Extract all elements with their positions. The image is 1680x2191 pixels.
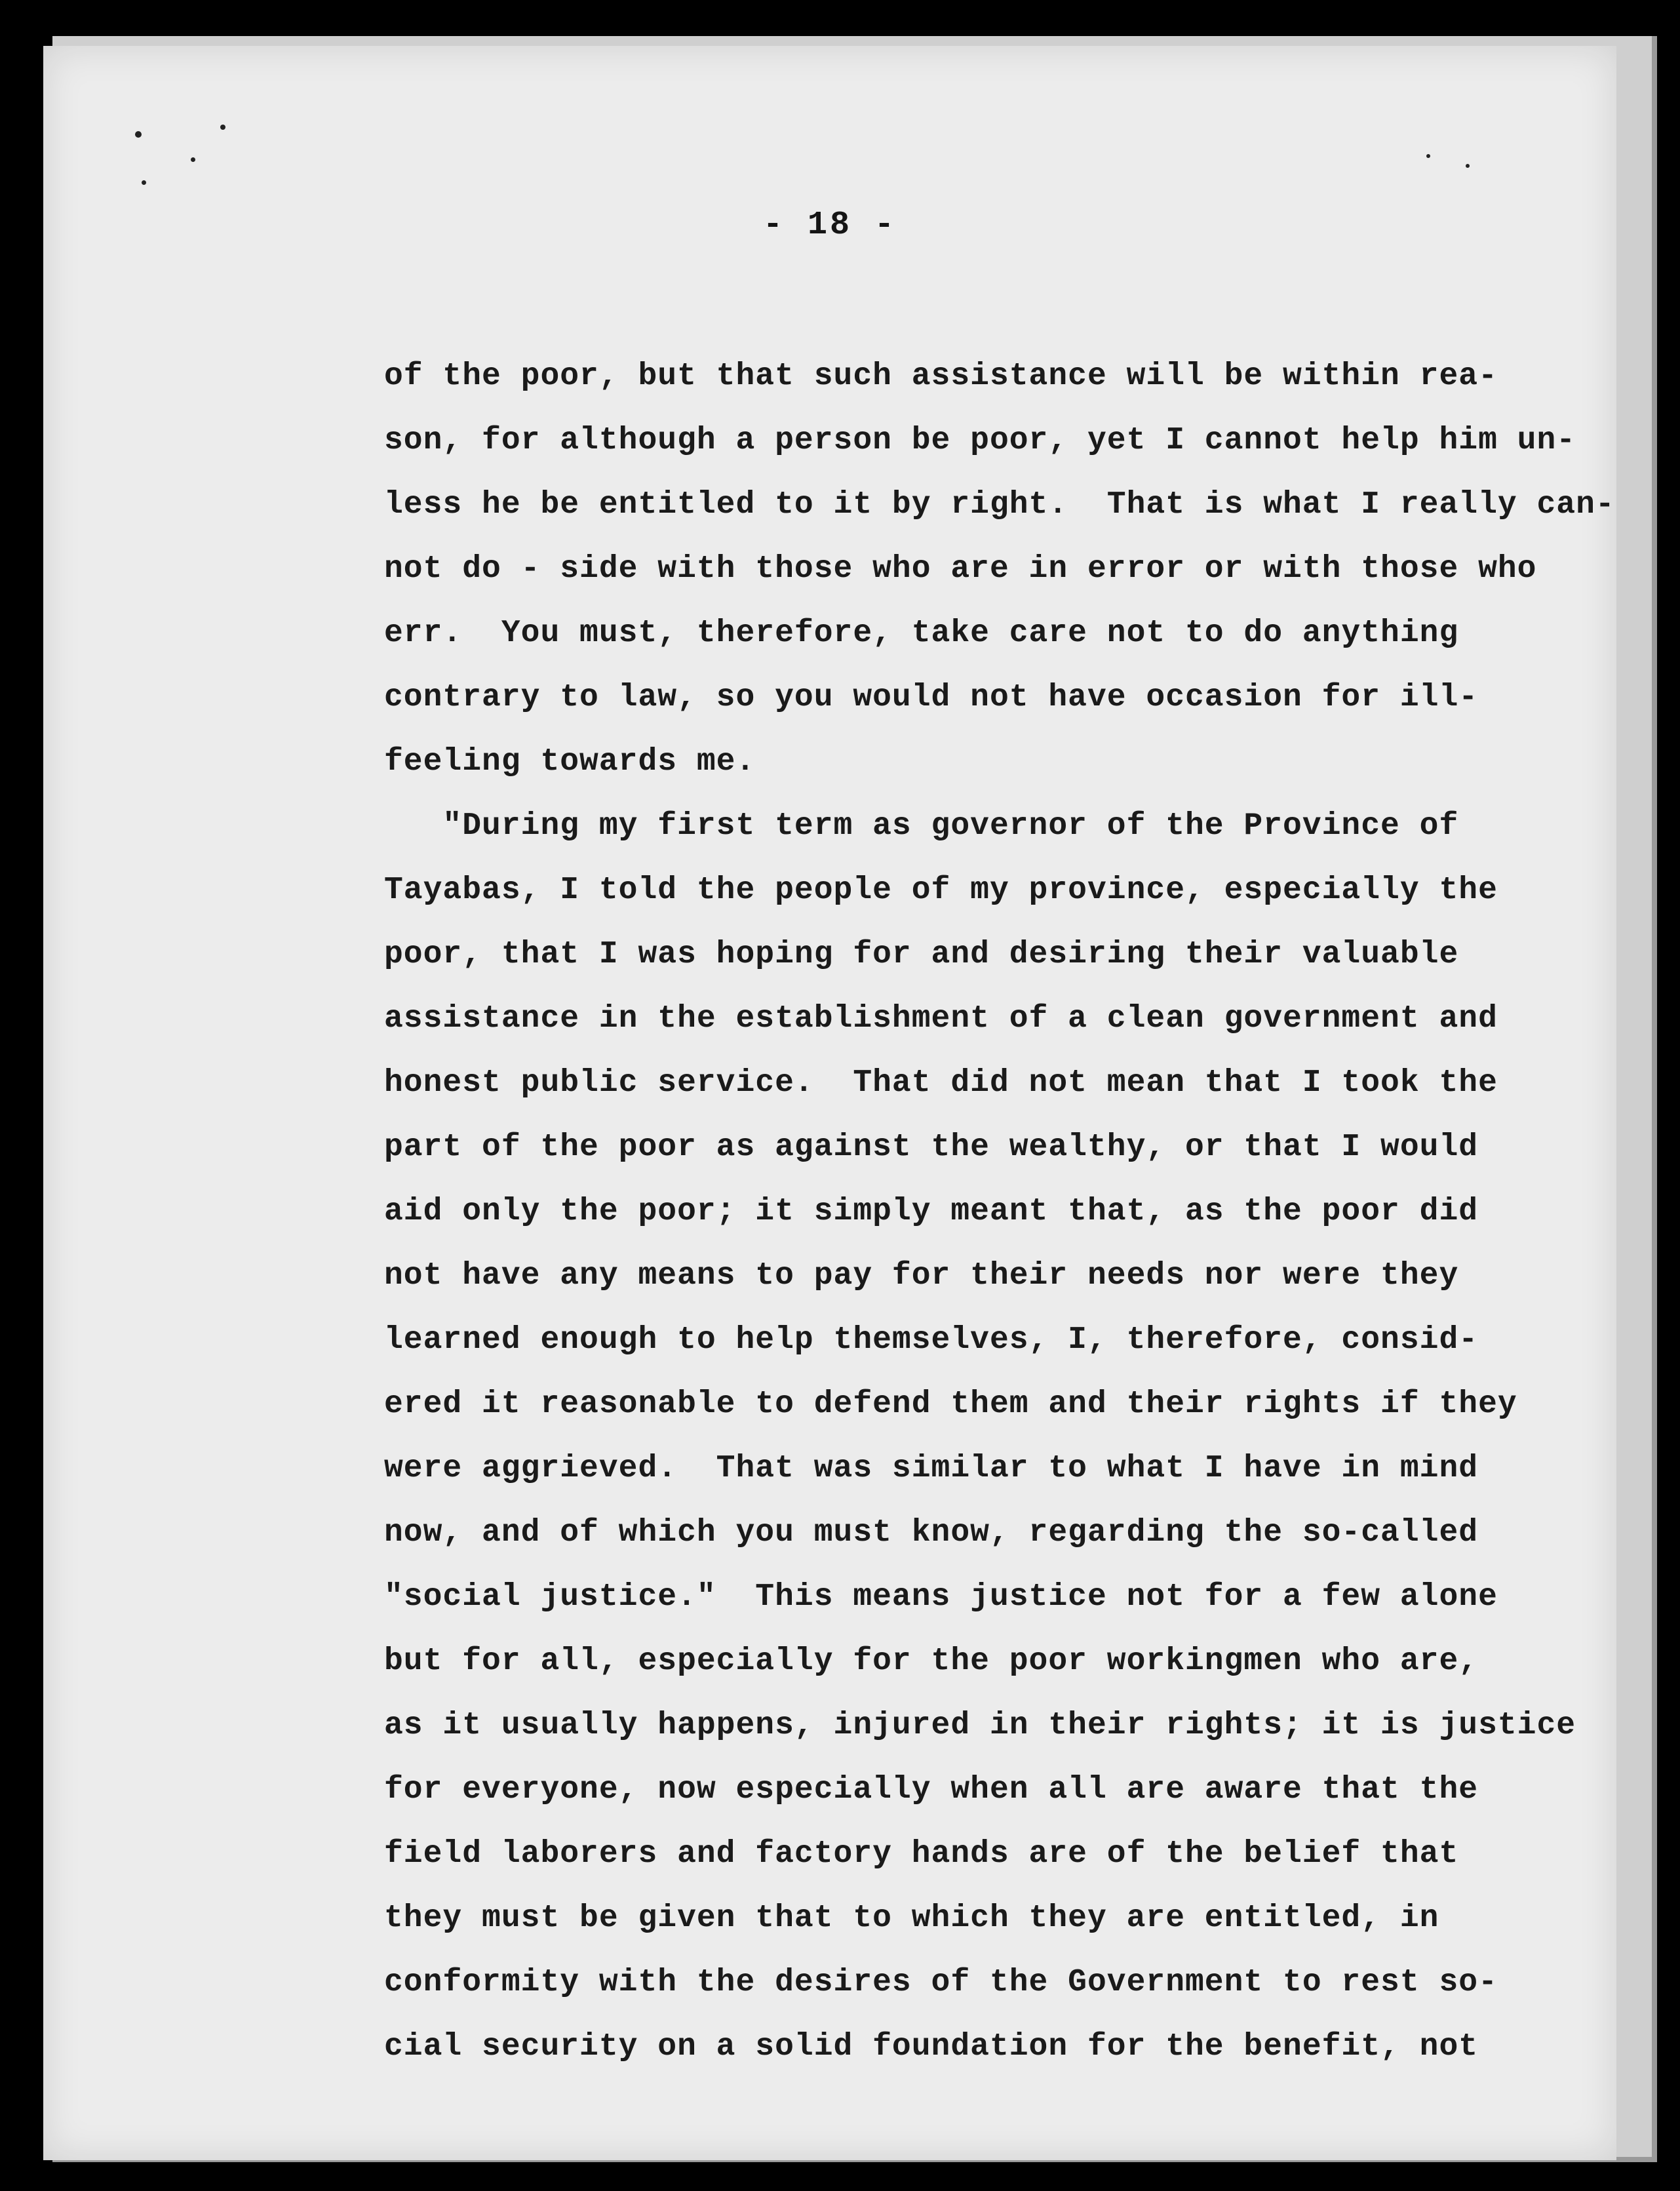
scan-speck [1426, 154, 1430, 158]
body-text [384, 344, 1662, 2079]
text-line: part of the poor as against the wealthy, or that I would [384, 1130, 1479, 1165]
text-line: conformity with the desires of the Government to rest so- [384, 1965, 1498, 2000]
text-line: now, and of which you must know, regarding the so-called [384, 1515, 1479, 1550]
text-line: honest public service. That did not mean that I took the [384, 1065, 1498, 1101]
scan-speck [220, 125, 225, 130]
text-line: poor, that I was hoping for and desiring their valuable [384, 937, 1459, 972]
text-line: not do - side with those who are in error or with those who [384, 551, 1537, 587]
text-line: feeling towards me. [384, 744, 756, 780]
text-line: of the poor, but that such assistance will be within rea- [384, 359, 1498, 394]
text-line: contrary to law, so you would not have occasion for ill- [384, 680, 1479, 715]
text-line: field laborers and factory hands are of the belief that [384, 1836, 1459, 1872]
text-line: err. You must, therefore, take care not to do anything [384, 616, 1459, 651]
text-line: learned enough to help themselves, I, therefore, consid- [384, 1322, 1479, 1358]
text-line: "social justice." This means justice not for a few alone [384, 1579, 1498, 1615]
text-line: as it usually happens, injured in their rights; it is justice [384, 1708, 1576, 1743]
text-line: were aggrieved. That was similar to what I have in mind [384, 1451, 1479, 1486]
text-line: assistance in the establishment of a clean government and [384, 1001, 1498, 1036]
text-line: ered it reasonable to defend them and their rights if they [384, 1387, 1517, 1422]
text-line: for everyone, now especially when all are aware that the [384, 1772, 1479, 1807]
document-page [43, 46, 1616, 2160]
page-number: - 18 - [762, 207, 897, 244]
scan-speck [142, 180, 146, 185]
text-line: cial security on a solid foundation for the benefit, not [384, 2029, 1479, 2064]
text-line: son, for although a person be poor, yet I cannot help him un- [384, 423, 1576, 458]
text-line: but for all, especially for the poor workingmen who are, [384, 1644, 1479, 1679]
text-line: they must be given that to which they are entitled, in [384, 1901, 1439, 1936]
text-line: not have any means to pay for their needs nor were they [384, 1258, 1459, 1293]
scan-speck [191, 157, 195, 162]
text-line: Tayabas, I told the people of my province, especially the [384, 873, 1498, 908]
text-line: aid only the poor; it simply meant that, as the poor did [384, 1194, 1479, 1229]
text-line: "During my first term as governor of the Province of [384, 808, 1459, 844]
scan-speck [1466, 164, 1470, 168]
scan-speck [135, 131, 142, 138]
text-line: less he be entitled to it by right. That is what I really can- [384, 487, 1615, 523]
